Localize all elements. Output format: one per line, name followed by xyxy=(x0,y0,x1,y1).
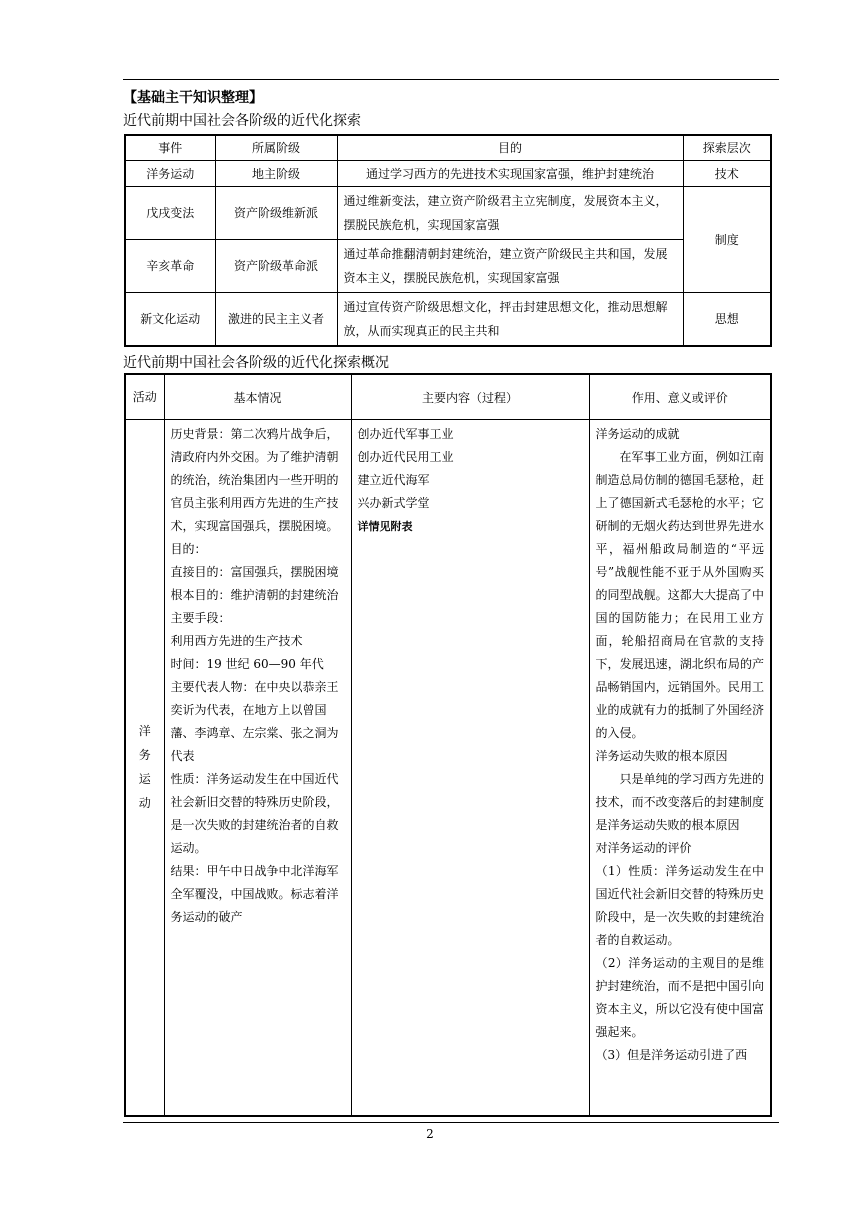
evaluation-line: 在军事工业方面，例如江南制造总局仿制的德国毛瑟枪，赶上了德国新式毛瑟枪的水平；它研制的无烟火药达到世界先进水平，福州船政局制造的“平远号”战舰性能不亚于从外国购买的同型战舰。这都大大提高了中国的国防能力；在民用工业方面，轮船招商局在官款的支持下，发展迅速，湖北织布局的产品畅销国内，远销国外。民用工业的成就有力的抵制了外国经济的入侵。 xyxy=(595,450,764,740)
header-cell: 基本情况 xyxy=(164,374,351,420)
basic-line: 主要代表人物：在中央以恭亲王奕䜣为代表，在地方上以曾国藩、李鸿章、左宗棠、张之洞为代表 xyxy=(170,680,339,763)
evaluation-line: （1）性质：洋务运动发生在中国近代社会新旧交替的特殊历史阶段中，是一次失败的封建统治者的自救运动。 xyxy=(595,864,764,947)
table-row xyxy=(125,161,771,187)
evaluation-line: 只是单纯的学习西方先进的技术，而不改变落后的封建制度是洋务运动失败的根本原因 xyxy=(595,772,764,832)
activity-cell xyxy=(125,420,164,1116)
basic-line: 目的： xyxy=(170,542,207,556)
basic-line: 利用西方先进的生产技术 xyxy=(170,634,303,648)
table-row xyxy=(125,293,771,347)
table-header-row xyxy=(125,374,771,420)
evaluation-line: （3）但是洋务运动引进了西 xyxy=(595,1048,748,1062)
goal-cell: 通过革命推翻清朝封建统治，建立资产阶级民主共和国，发展资本主义，摆脱民族危机，实现国家富强 xyxy=(337,240,683,293)
class-cell: 地主阶级 xyxy=(215,161,337,187)
class-cell: 资产阶级维新派 xyxy=(215,187,337,240)
activity-char: 务 xyxy=(138,748,151,763)
section-title: 【基础主干知识整理】 xyxy=(123,90,263,106)
table-row xyxy=(125,420,771,1116)
basic-line: 历史背景：第二次鸦片战争后，清政府内外交困。为了维护清朝的统治，统治集团内一些开明的官员主张利用西方先进的生产技术，实现富国强兵，摆脱困境。 xyxy=(170,427,339,533)
content-line: 兴办新式学堂 xyxy=(357,496,430,510)
table2-caption: 近代前期中国社会各阶级的近代化探索概况 xyxy=(123,355,389,371)
content-line: 建立近代海军 xyxy=(357,473,430,487)
movement-overview-table xyxy=(124,373,772,1117)
header-cell: 事件 xyxy=(125,135,215,161)
evaluation-line: 对洋务运动的评价 xyxy=(595,841,692,855)
header-cell-activity: 活动 xyxy=(125,374,164,420)
table-row xyxy=(125,187,771,240)
table-row xyxy=(125,240,771,293)
activity-char: 运 xyxy=(138,772,151,787)
footer-rule xyxy=(123,1122,779,1123)
level-cell: 技术 xyxy=(683,161,771,187)
activity-char: 动 xyxy=(138,796,151,811)
evaluation-line: （2）洋务运动的主观目的是维护封建统治，而不是把中国引向资本主义，所以它没有使中国富强起来。 xyxy=(595,956,764,1039)
evaluation-line: 洋务运动的成就 xyxy=(595,427,680,441)
basic-line: 结果：甲午中日战争中北洋海军全军覆没，中国战败。标志着洋务运动的破产 xyxy=(170,864,339,924)
basic-line: 直接目的：富国强兵，摆脱困境 xyxy=(170,565,339,579)
header-rule xyxy=(123,79,779,80)
class-cell: 资产阶级革命派 xyxy=(215,240,337,293)
header-cell: 探索层次 xyxy=(683,135,771,161)
evaluation-cell xyxy=(589,420,771,1116)
class-exploration-table xyxy=(124,134,772,347)
activity-char: 洋 xyxy=(138,724,151,739)
content-line: 创办近代军事工业 xyxy=(357,427,454,441)
goal-cell: 通过维新变法，建立资产阶级君主立宪制度，发展资本主义，摆脱民族危机，实现国家富强 xyxy=(337,187,683,240)
basic-line: 性质：洋务运动发生在中国近代社会新旧交替的特殊历史阶段，是一次失败的封建统治者的自救运动。 xyxy=(170,772,339,855)
basic-line: 主要手段： xyxy=(170,611,231,625)
level-cell: 制度 xyxy=(683,187,771,293)
basic-line: 根本目的：维护清朝的封建统治 xyxy=(170,588,339,602)
evaluation-line: 洋务运动失败的根本原因 xyxy=(595,749,728,763)
event-cell: 辛亥革命 xyxy=(125,240,215,293)
header-cell: 作用、意义或评价 xyxy=(589,374,771,420)
main-content-cell xyxy=(351,420,589,1116)
event-cell: 新文化运动 xyxy=(125,293,215,347)
table1-caption: 近代前期中国社会各阶级的近代化探索 xyxy=(123,113,361,129)
appendix-note: 详情见附表 xyxy=(357,520,413,533)
goal-cell: 通过宣传资产阶级思想文化，抨击封建思想文化，推动思想解放，从而实现真正的民主共和 xyxy=(337,293,683,347)
header-cell: 主要内容（过程） xyxy=(351,374,589,420)
level-cell: 思想 xyxy=(683,293,771,347)
event-cell: 洋务运动 xyxy=(125,161,215,187)
table-header-row xyxy=(125,135,771,161)
goal-cell: 通过学习西方的先进技术实现国家富强，维护封建统治 xyxy=(337,161,683,187)
header-cell: 目的 xyxy=(337,135,683,161)
basic-info-cell xyxy=(164,420,351,1116)
header-cell: 所属阶级 xyxy=(215,135,337,161)
event-cell: 戊戌变法 xyxy=(125,187,215,240)
basic-line: 时间：19 世纪 60—90 年代 xyxy=(170,657,324,671)
page-number: 2 xyxy=(426,1127,434,1141)
class-cell: 激进的民主主义者 xyxy=(215,293,337,347)
content-line: 创办近代民用工业 xyxy=(357,450,454,464)
